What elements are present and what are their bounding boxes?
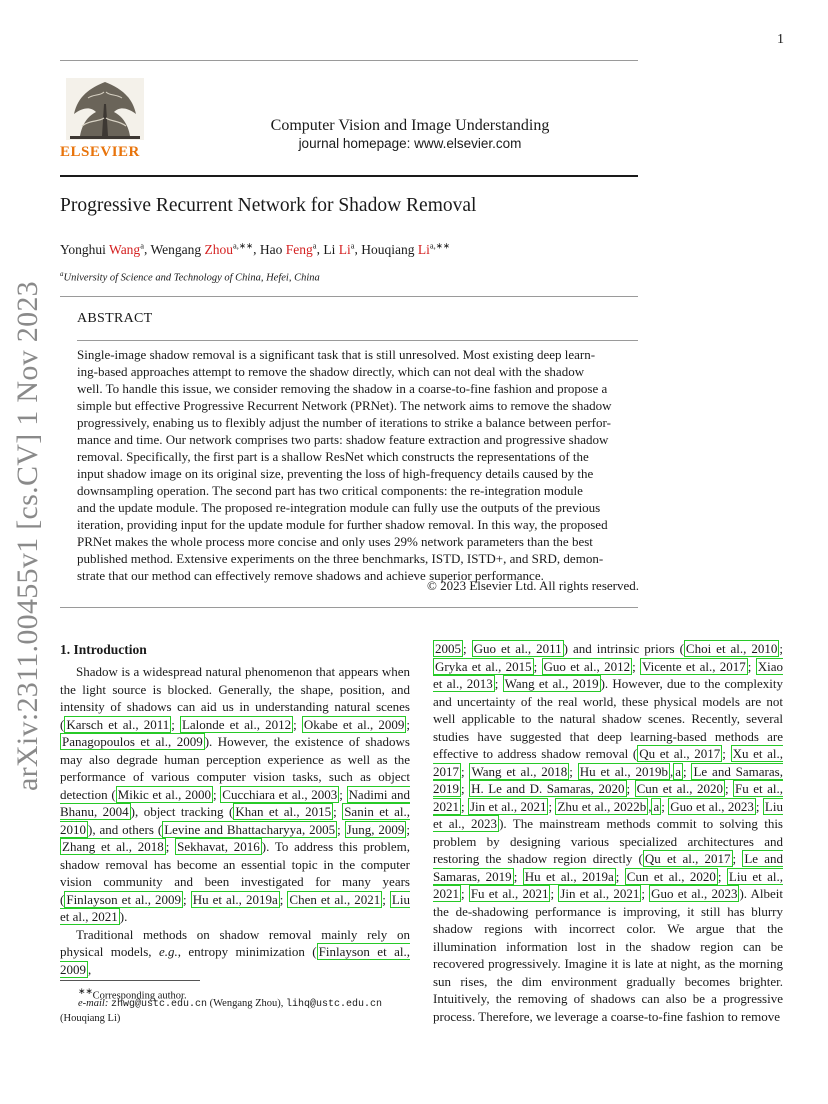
body-text: ; (779, 641, 783, 656)
body-text: ; (626, 781, 635, 796)
author: Yonghui Wang$^a$ (60, 240, 144, 257)
abstract-body (77, 346, 639, 584)
header-rule-bottom (60, 175, 638, 177)
body-text: ; (548, 798, 556, 814)
citation-link[interactable]: Lalonde et al., 2012 (181, 716, 292, 732)
body-text: ; (494, 676, 503, 691)
citation-link[interactable]: Liu et al., 2023 (433, 798, 783, 831)
abstract-line: and the update module. The proposed re-integration module can fully use the outputs of the previous (77, 500, 601, 515)
abstract-line: well. To handle this issue, we consider removing the shadow in a coarse-to-fine fashion and propose a (77, 381, 608, 396)
abstract-line: PRNet makes the whole process more concise and only uses 29% network parameters than the best (77, 534, 593, 549)
body-text: Traditional methods on shadow removal mainly rely on physical models, (60, 926, 410, 959)
citation-link[interactable]: Guo et al., 2023 (670, 798, 754, 814)
citation-link[interactable]: 2005 (435, 641, 461, 656)
citation-link[interactable]: Hu et al., 2019b (579, 763, 668, 779)
body-text: ; (661, 798, 669, 814)
body-text: ; (569, 763, 578, 779)
body-text: ; (461, 886, 469, 901)
author: Houqiang $Li^{a,∗∗}$ (361, 240, 451, 257)
citation-link[interactable]: Finlayson et al., 2009 (66, 891, 182, 907)
body-text: ). However, due to the complexity and uncertainty of the real world, these physical models are not well applicable to the natural shadow scenes. Recently, several studies have suggested that deep learning-based methods are effective to address shadow removal ( (433, 676, 783, 761)
citation-link[interactable]: Guo et al., 2011 (473, 641, 562, 656)
body-text: ; (279, 891, 288, 907)
arxiv-side-stamp (0, 281, 56, 791)
citation-link[interactable]: Wang et al., 2018 (471, 763, 568, 779)
body-text: ; (333, 804, 343, 819)
citation-link[interactable]: Xiao et al., 2013 (433, 658, 783, 691)
page-number: 1 (777, 32, 784, 47)
body-text: ; (406, 821, 411, 837)
citation-link[interactable]: Qu et al., 2017 (639, 746, 721, 761)
citation-link[interactable]: Panagopoulos et al., 2009 (62, 734, 203, 749)
paragraph (60, 926, 410, 979)
citation-link[interactable]: Vicente et al., 2017 (641, 658, 746, 674)
body-text: , entropy minimization ( (177, 944, 317, 959)
body-text: ; (339, 786, 347, 802)
affiliation: $^a$University of Science and Technology of China, Hefei, China (60, 270, 320, 284)
body-text: ; (722, 746, 731, 761)
abstract-rule-top (60, 296, 638, 297)
body-text: ; (463, 641, 472, 656)
citation-link[interactable]: Karsch et al., 2011 (66, 716, 170, 732)
body-text: ). To address this problem, shadow removal has become an essential topic in the computer vision community and been investigated for many years ( (60, 839, 410, 907)
abstract-line: Single-image shadow removal is a significant task that is still unresolved. Most existing deep learn- (77, 347, 596, 362)
citation-link[interactable]: Gryka et al., 2015 (435, 658, 532, 674)
footnote-rule (60, 980, 200, 981)
paper-title: Progressive Recurrent Network for Shadow Removal (60, 195, 477, 216)
body-text: ; (406, 716, 410, 732)
body-text: ; (533, 658, 542, 674)
body-text: ; (717, 868, 727, 884)
citation-link[interactable]: Okabe et al., 2009 (303, 716, 405, 732)
body-text: ; (461, 781, 470, 796)
citation-link[interactable]: Hu et al., 2019a (192, 891, 278, 907)
citation-link[interactable]: Mikic et al., 2000 (117, 786, 211, 802)
body-text: ; (683, 763, 692, 779)
author-list: Yonghui Wang$^a$, Wengang Zhou$^{a,∗∗}$, Hao Feng$^a$, Li Li$^a$, Houqiang $Li^{a,∗∗}$ (60, 240, 451, 257)
paragraph (60, 663, 410, 926)
abstract-line: progressively, enabing us to flexibly adjust the number of iterations to strike a balance between perfor- (77, 415, 611, 430)
abstract-line: input shadow image on its original size, preventing the loss of high-frequency details caused by the (77, 466, 594, 481)
body-text: , (88, 961, 92, 977)
body-text: ; (732, 851, 743, 866)
citation-link[interactable]: Qu et al., 2017 (644, 851, 731, 866)
citation-link[interactable]: Levine and Bhattacharyya, 2005 (164, 821, 336, 837)
author-link[interactable]: Feng (285, 241, 313, 257)
abstract-line: downsampling operation. The second part has two critical components: the re-integration module (77, 483, 583, 498)
abstract-heading: ABSTRACT (77, 311, 153, 326)
body-text: ; (183, 891, 191, 907)
citation-link[interactable]: Liu et al., 2021 (60, 891, 410, 924)
author-link[interactable]: Li (338, 241, 351, 257)
citation-link[interactable]: Chen et al., 2021 (289, 891, 381, 907)
citation-link[interactable]: Le and Samaras, 2019 (433, 763, 783, 796)
abstract-rule-bottom (60, 607, 638, 608)
abstract-line: published method. Extensive experiments on the three benchmarks, ISTD, ISTD+, and SRD, demon- (77, 551, 604, 566)
body-text: ; (382, 891, 390, 907)
body-text: ; (615, 868, 625, 884)
citation-link[interactable]: Guo et al., 2012 (543, 658, 631, 674)
author-link[interactable]: Zhou (204, 241, 234, 257)
citation-link[interactable]: Choi et al., 2010 (685, 641, 778, 656)
citation-link[interactable]: Sekhavat, 2016 (177, 839, 260, 854)
paragraph (433, 640, 783, 1025)
author: Li Li$^a$ (323, 240, 355, 257)
body-text: ), object tracking ( (130, 804, 234, 819)
body-text: ) and intrinsic priors ( (563, 641, 684, 656)
body-text: ; (461, 763, 470, 779)
abstract-line: iteration, providing input for the update module for further shadow removal. In this way, the proposed (77, 517, 608, 532)
author: Wengang Zhou$^{a,∗∗}$ (150, 240, 254, 257)
author-link[interactable]: Wang (109, 241, 141, 257)
body-text: ; (293, 716, 302, 732)
journal-homepage: journal homepage: www.elsevier.com (298, 136, 522, 151)
body-text: ; (747, 658, 756, 674)
body-text: ), and others ( (88, 821, 163, 837)
citation-link[interactable]: Sanin et al., 2010 (60, 804, 410, 837)
body-text: ). However, the existence of shadows may also degrade human perception experience as well as the performance of various computer vision tasks, such as object detection ( (60, 734, 410, 802)
body-text: ; (641, 886, 650, 901)
body-text: ; (171, 716, 180, 732)
citation-link[interactable]: Fu et al., 2021 (433, 781, 783, 814)
body-text: ; (755, 798, 763, 814)
citation-link[interactable]: Guo et al., 2023 (651, 886, 738, 901)
citation-link[interactable]: Cun et al., 2020 (636, 781, 723, 796)
citation-link[interactable]: a (675, 763, 682, 779)
citation-link[interactable]: Liu et al., 2021 (433, 868, 783, 901)
citation-link[interactable]: Jung, 2009 (346, 821, 405, 837)
body-text: Shadow is a widespread natural phenomenon that appears when the light source is blocked. Generally, the shape, position, and intensity of shadows can aid us in understanding natural scenes ( (60, 664, 410, 732)
email-link[interactable]: zhwg@ustc.edu.cn (110, 999, 207, 1010)
citation-link[interactable]: Khan et al., 2015 (235, 804, 332, 819)
left-column (60, 663, 410, 978)
arxiv-identifier: arXiv:2311.00455v1 [cs.CV] 1 Nov 2023 (11, 281, 44, 791)
body-text: ; (337, 821, 345, 837)
citation-link[interactable]: Xu et al., 2017 (433, 746, 784, 779)
body-text: ; (724, 781, 734, 796)
citation-link[interactable]: Fu et al., 2021 (470, 886, 549, 901)
abstract-line: simple but effective Progressive Recurrent Network (PRNet). The network aims to remove the shadow (77, 398, 612, 413)
author-link[interactable]: Li (417, 241, 430, 257)
body-text: ). (119, 909, 128, 924)
citation-link[interactable]: Le and Samaras, 2019 (433, 851, 783, 884)
citation-link[interactable]: Cucchiara et al., 2003 (222, 786, 338, 802)
body-text: ; (461, 798, 468, 814)
body-text: ; (212, 786, 221, 802)
citation-link[interactable]: Jin et al., 2021 (469, 798, 547, 814)
citation-link[interactable]: Jin et al., 2021 (560, 886, 640, 901)
citation-link[interactable]: Nadimi and Bhanu, 2004 (60, 786, 410, 819)
abstract-line: mance and time. Our network comprises two parts: shadow feature extraction and progressive shadow (77, 432, 609, 447)
abstract-line: strate that our method can effectively remove shadows and achieve superior performance. (77, 568, 544, 583)
body-text: ; (632, 658, 640, 674)
citation-link[interactable]: Cun et al., 2020 (626, 868, 716, 884)
emphasis-text: e.g. (158, 944, 178, 959)
citation-link[interactable]: Wang et al., 2019 (504, 676, 599, 691)
citation-link[interactable]: Finlayson et al., 2009 (60, 944, 410, 977)
body-text: ; (513, 868, 523, 884)
body-text: , (669, 763, 674, 779)
abstract-line: ing-based approaches attempt to remove the shadow directly, which can not deal with the shadow (77, 364, 585, 379)
abstract-rule-mid (77, 340, 638, 341)
journal-title: Computer Vision and Image Understanding (270, 117, 550, 134)
abstract-line: removal. Specifically, the first part is a shallow ResNet which constructs the representations of the (77, 449, 589, 464)
body-text: ). The mainstream methods commit to solving this problem by designing various specialized architectures and restoring the shadow region directly ( (433, 816, 783, 866)
section-heading: 1. Introduction (60, 642, 147, 657)
author: Hao Feng$^a$ (259, 240, 317, 257)
citation-link[interactable]: a (653, 798, 660, 814)
right-column (433, 640, 783, 1025)
body-text: ). Albeit the de-shadowing performance is improving, it still has blurry shadow regions with incorrect color. We argue that the illumination information lost in the shadow region can be recovered progressively. Imagine it is late at night, as the morning sun rises, the dim environment gradually becomes brighter. Intuitively, the removing of shadows can also be a progressive process. Therefore, we leverage a coarse-to-fine fashion to remove (433, 886, 784, 1024)
citation-link[interactable]: Hu et al., 2019a (524, 868, 614, 884)
copyright-notice: © 2023 Elsevier Ltd. All rights reserved. (426, 578, 639, 593)
header-rule-top (60, 60, 638, 61)
elsevier-wordmark: ELSEVIER (60, 144, 140, 160)
body-text: ; (550, 886, 559, 901)
citation-link[interactable]: Zhu et al., 2022b (557, 798, 647, 814)
footnote-email: e-mail: zhwg@ustc.edu.cn (Wengang Zhou), lihq@ustc.edu.cn (Houqiang Li) (60, 998, 383, 1024)
citation-link[interactable]: Zhang et al., 2018 (62, 839, 164, 854)
body-text: ; (165, 839, 176, 854)
citation-link[interactable]: H. Le and D. Samaras, 2020 (471, 781, 625, 796)
body-text: , (648, 798, 652, 814)
footnote-corresponding: ∗∗Corresponding author. (78, 986, 187, 1002)
email-link[interactable]: lihq@ustc.edu.cn (286, 999, 383, 1010)
